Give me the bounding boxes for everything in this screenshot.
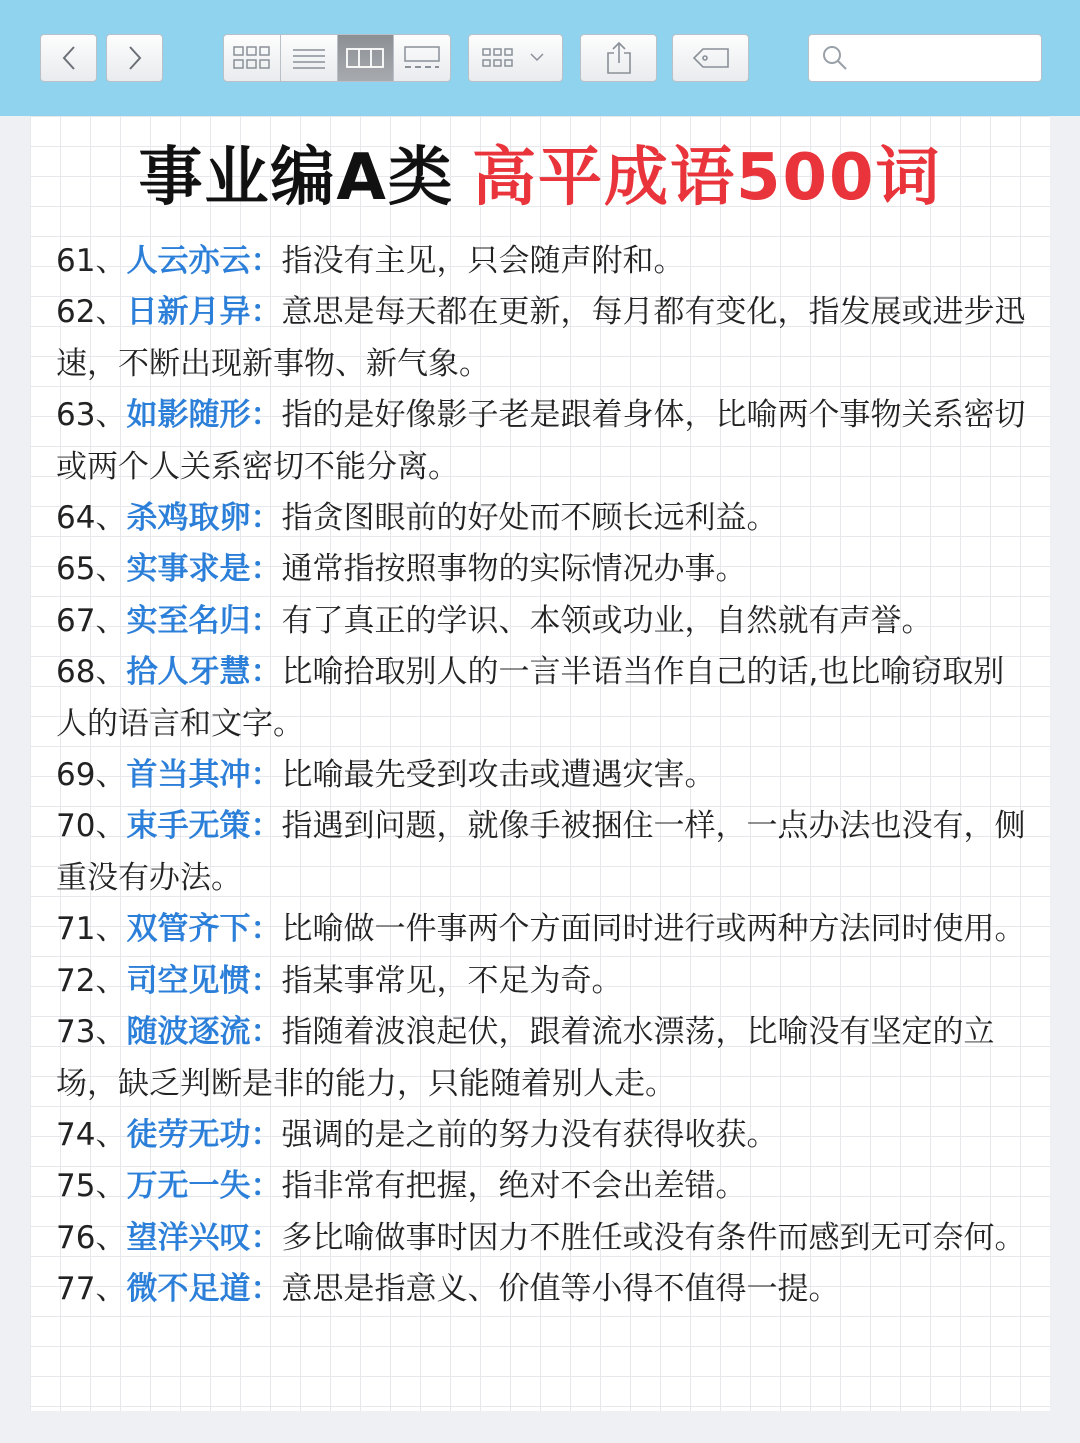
entry-definition: 指随着波浪起伏，跟着流水漂荡，比喻没有坚定的立场，缺乏判断是非的能力，只能随着别人走。 <box>56 1014 995 1102</box>
entry-number: 68、 <box>56 654 127 691</box>
gallery-view-icon <box>402 45 442 71</box>
entry-number: 61、 <box>56 243 127 279</box>
grid-view-button[interactable] <box>224 35 281 81</box>
forward-button[interactable] <box>106 34 163 82</box>
list-item <box>56 390 1028 493</box>
entry-idiom: 首当其冲： <box>126 757 282 794</box>
list-item <box>56 1264 1028 1315</box>
entry-number: 71、 <box>56 911 127 948</box>
list-item <box>56 750 1028 801</box>
gallery-view-button[interactable] <box>394 35 450 81</box>
entry-definition: 有了真正的学识、本领或功业，自然就有声誉。 <box>281 602 933 639</box>
entry-idiom: 望洋兴叹： <box>126 1219 282 1256</box>
entry-idiom: 实事求是： <box>126 551 282 588</box>
idiom-list <box>56 236 1028 1316</box>
entry-definition: 意思是每天都在更新，每月都有变化，指发展或进步迅速，不断出现新事物、新气象。 <box>56 294 1026 382</box>
entry-number: 75、 <box>56 1168 127 1205</box>
list-item <box>56 1110 1028 1161</box>
list-item <box>56 287 1028 390</box>
entry-idiom: 日新月异： <box>126 294 282 331</box>
group-by-button[interactable] <box>468 34 563 82</box>
list-item <box>56 1213 1028 1264</box>
entry-idiom: 徒劳无功： <box>126 1116 282 1153</box>
tag-icon <box>691 46 731 70</box>
entry-number: 77、 <box>56 1271 127 1308</box>
entry-number: 64、 <box>56 500 127 537</box>
list-view-icon <box>291 46 327 70</box>
entry-definition: 指没有主见，只会随声附和。 <box>281 243 685 279</box>
entry-definition: 指贪图眼前的好处而不顾长远利益。 <box>281 500 778 537</box>
list-item <box>56 493 1028 544</box>
entry-definition: 比喻最先受到攻击或遭遇灾害。 <box>281 757 716 794</box>
view-mode-switcher <box>223 34 451 82</box>
entry-number: 74、 <box>56 1116 127 1153</box>
search-icon <box>821 44 849 72</box>
chevron-right-icon <box>125 44 145 72</box>
list-item <box>56 647 1028 750</box>
list-item <box>56 956 1028 1007</box>
entry-definition: 多比喻做事时因力不胜任或没有条件而感到无可奈何。 <box>281 1219 1026 1256</box>
entry-number: 70、 <box>56 808 127 845</box>
entry-idiom: 万无一失： <box>126 1168 282 1205</box>
entry-idiom: 人云亦云： <box>126 243 282 279</box>
entry-idiom: 司空见惯： <box>126 962 282 999</box>
toolbar <box>0 0 1080 116</box>
entry-definition: 比喻做一件事两个方面同时进行或两种方法同时使用。 <box>281 911 1026 948</box>
entry-definition: 强调的是之前的努力没有获得收获。 <box>281 1116 778 1153</box>
list-item <box>56 544 1028 595</box>
entry-number: 76、 <box>56 1219 127 1256</box>
entry-idiom: 双管齐下： <box>126 911 282 948</box>
entry-idiom: 如影随形： <box>126 397 282 434</box>
entry-definition: 指非常有把握，绝对不会出差错。 <box>281 1168 747 1205</box>
entry-definition: 指的是好像影子老是跟着身体，比喻两个事物关系密切或两个人关系密切不能分离。 <box>56 397 1026 485</box>
tag-button[interactable] <box>672 34 749 82</box>
list-item <box>56 904 1028 955</box>
list-item <box>56 596 1028 647</box>
entry-idiom: 束手无策： <box>126 808 282 845</box>
page-title <box>0 126 1080 218</box>
title-part-red: 高平成语500词 <box>471 141 942 215</box>
search-input[interactable] <box>857 48 1037 69</box>
entry-number: 62、 <box>56 294 127 331</box>
entry-idiom: 微不足道： <box>126 1271 282 1308</box>
list-item <box>56 1161 1028 1212</box>
share-icon <box>604 41 634 75</box>
entry-idiom: 随波逐流： <box>126 1014 282 1051</box>
search-field[interactable] <box>808 34 1042 82</box>
list-view-button[interactable] <box>281 35 338 81</box>
column-view-button[interactable] <box>338 35 395 81</box>
grid-view-icon <box>232 45 272 71</box>
entry-number: 63、 <box>56 397 127 434</box>
entry-definition: 指遇到问题，就像手被捆住一样，一点办法也没有，侧重没有办法。 <box>56 808 1026 896</box>
list-item <box>56 236 1028 287</box>
list-item <box>56 1007 1028 1110</box>
entry-number: 73、 <box>56 1014 127 1051</box>
entry-idiom: 拾人牙慧： <box>126 654 282 691</box>
group-by-icon <box>481 45 551 71</box>
entry-number: 65、 <box>56 551 127 588</box>
back-button[interactable] <box>40 34 97 82</box>
entry-number: 69、 <box>56 757 127 794</box>
entry-definition: 意思是指意义、价值等小得不值得一提。 <box>281 1271 840 1308</box>
list-item <box>56 801 1028 904</box>
entry-definition: 指某事常见，不足为奇。 <box>281 962 623 999</box>
chevron-left-icon <box>59 44 79 72</box>
title-part-black: 事业编A类 <box>138 141 454 215</box>
share-button[interactable] <box>580 34 657 82</box>
entry-number: 72、 <box>56 962 127 999</box>
column-view-icon <box>345 46 385 70</box>
entry-idiom: 杀鸡取卵： <box>126 500 282 537</box>
entry-number: 67、 <box>56 602 127 639</box>
entry-definition: 比喻拾取别人的一言半语当作自己的话,也比喻窃取别人的语言和文字。 <box>56 654 1005 742</box>
entry-idiom: 实至名归： <box>126 602 282 639</box>
entry-definition: 通常指按照事物的实际情况办事。 <box>281 551 747 588</box>
